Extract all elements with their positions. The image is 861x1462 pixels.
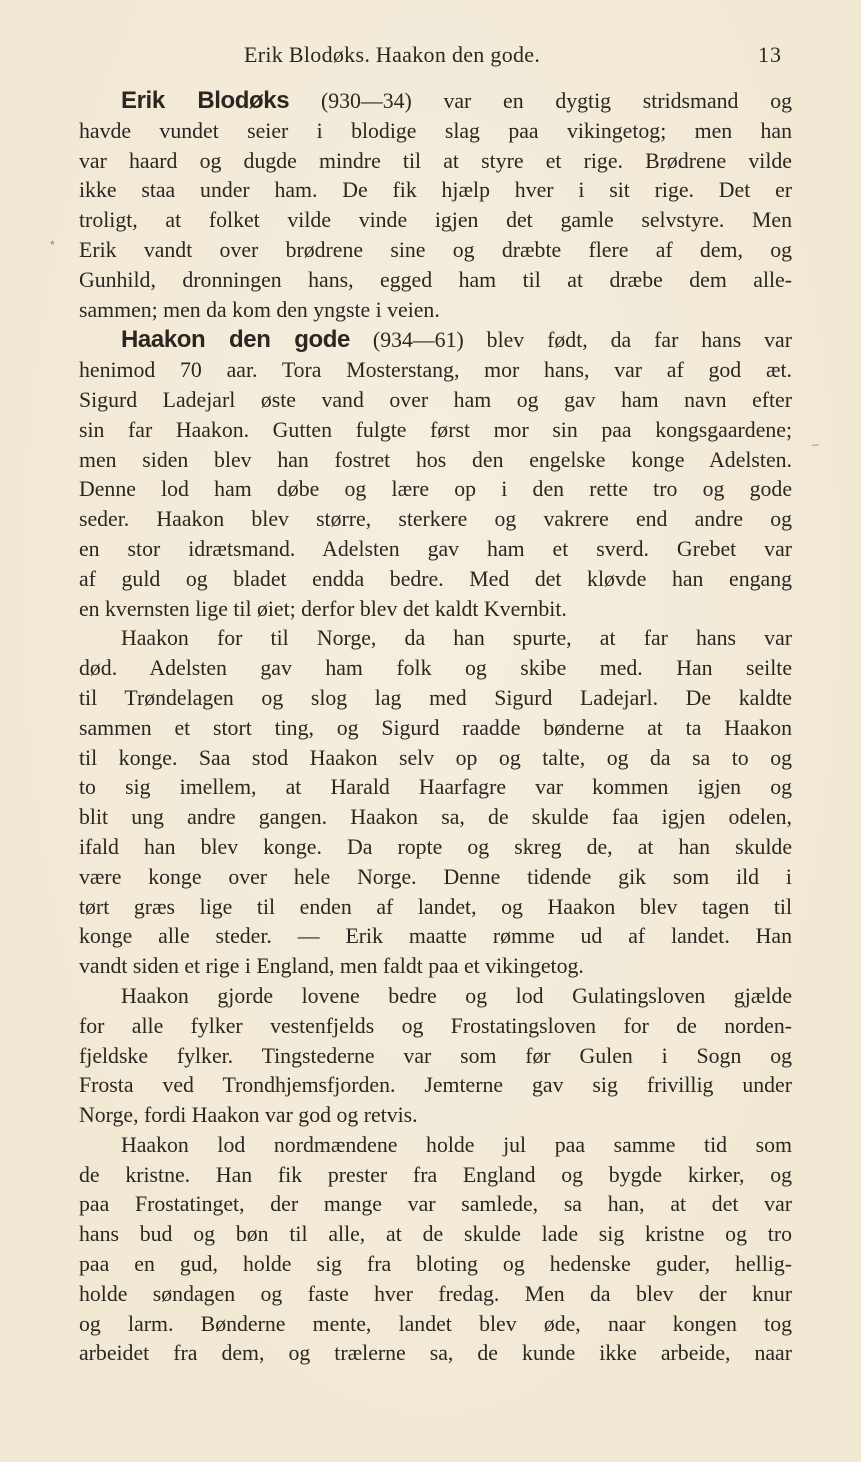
- text-line: holde søndagen og faste hver fredag. Men da blev der knur: [79, 1281, 792, 1306]
- margin-speck: _: [812, 432, 819, 446]
- text-line: Erik Blodøks (930—34) var en dygtig stridsmand og: [121, 87, 792, 114]
- text-line: Gunhild, dronningen hans, egged ham til at dræbe dem alle-: [79, 267, 792, 292]
- text-line: de kristne. Han fik prester fra England og bygde kirker, og: [79, 1162, 792, 1187]
- text-line: paa en gud, holde sig fra bloting og hedenske guder, hellig-: [79, 1252, 792, 1277]
- text-line: men siden blev han fostret hos den engelske konge Adelsten.: [79, 447, 792, 472]
- section-heading-haakon-den-gode: Haakon den gode: [121, 326, 350, 354]
- page-number: 13: [758, 42, 782, 67]
- text-line: henimod 70 aar. Tora Mosterstang, mor hans, var af god æt.: [79, 358, 792, 383]
- text-line: ifald han blev konge. Da ropte og skreg de, at han skulde: [79, 834, 792, 859]
- text-line: til Trøndelagen og slog lag med Sigurd Ladejarl. De kaldte: [79, 685, 792, 710]
- text-line: arbeidet fra dem, og trælerne sa, de kunde ikke arbeide, naar: [79, 1341, 792, 1366]
- text-line: for alle fylker vestenfjelds og Frostatingsloven for de norden-: [79, 1013, 792, 1038]
- paragraph-christianity: [79, 1131, 792, 1369]
- margin-speck: *: [50, 238, 55, 252]
- text-line: seder. Haakon blev større, sterkere og vakrere end andre og: [79, 507, 792, 532]
- text-line: sammen; men da kom den yngste i veien.: [79, 297, 440, 322]
- text-line: til konge. Saa stod Haakon selv op og talte, og da sa to og: [79, 745, 792, 770]
- text-line: fjeldske fylker. Tingstederne var som før Gulen i Sogn og: [79, 1043, 792, 1068]
- text-line: blit ung andre gangen. Haakon sa, de skulde faa igjen odelen,: [79, 805, 792, 830]
- text-line: Norge, fordi Haakon var god og retvis.: [79, 1103, 418, 1128]
- text-line: Haakon lod nordmændene holde jul paa samme tid som: [121, 1132, 792, 1157]
- text-line: og larm. Bønderne mente, landet blev øde, naar kongen tog: [79, 1311, 792, 1336]
- text-line: hans bud og bøn til alle, at de skulde lade sig kristne og tro: [79, 1222, 792, 1247]
- text-line: Haakon gjorde lovene bedre og lod Gulatingsloven gjælde: [121, 983, 792, 1008]
- text-line: en stor idrætsmand. Adelsten gav ham et sverd. Grebet var: [79, 536, 792, 561]
- text-line: Sigurd Ladejarl øste vand over ham og gav ham navn efter: [79, 387, 792, 412]
- text-line: troligt, at folket vilde vinde igjen det gamle selvstyre. Men: [79, 208, 792, 233]
- paragraph-erik-blodoks: [79, 86, 792, 325]
- text-line: sin far Haakon. Gutten fulgte først mor sin paa kongsgaardene;: [79, 417, 792, 442]
- text-line: en kvernsten lige til øiet; derfor blev det kaldt Kvernbit.: [79, 596, 567, 621]
- text-line: død. Adelsten gav ham folk og skibe med. Han seilte: [79, 656, 792, 681]
- text-line: Haakon den gode (934—61) blev født, da far hans var: [121, 326, 792, 354]
- text-line: var haard og dugde mindre til at styre et rige. Brødrene vilde: [79, 148, 792, 173]
- text-line: havde vundet seier i blodige slag paa vikingetog; men han: [79, 118, 792, 143]
- running-header: [0, 38, 861, 72]
- text-line: sammen et stort ting, og Sigurd raadde bønderne at ta Haakon: [79, 715, 792, 740]
- paragraph-haakon-to-norway: [79, 624, 792, 982]
- body-text: [79, 86, 792, 1369]
- text-line: Denne lod ham døbe og lære op i den rette tro og gode: [79, 477, 792, 502]
- text-line: Haakon for til Norge, da han spurte, at far hans var: [121, 626, 792, 651]
- text-line: Frosta ved Trondhjemsfjorden. Jemterne gav sig frivillig under: [79, 1073, 792, 1098]
- text-line: ikke staa under ham. De fik hjælp hver i sit rige. Det er: [79, 178, 792, 203]
- text-line: paa Frostatinget, der mange var samlede, sa han, at det var: [79, 1192, 792, 1217]
- paragraph-laws: [79, 982, 792, 1131]
- section-heading-erik-blodoks: Erik Blodøks: [121, 87, 290, 114]
- text-line: af guld og bladet endda bedre. Med det kløvde han engang: [79, 566, 792, 591]
- text-line: Erik vandt over brødrene sine og dræbte flere af dem, og: [79, 237, 792, 262]
- text-line: konge alle steder. — Erik maatte rømme ud af landet. Han: [79, 924, 792, 949]
- text-line: to sig imellem, at Harald Haarfagre var kommen igjen og: [79, 775, 792, 800]
- text-line: være konge over hele Norge. Denne tidende gik som ild i: [79, 864, 792, 889]
- text-line: tørt græs lige til enden af landet, og Haakon blev tagen til: [79, 894, 792, 919]
- running-title: Erik Blodøks. Haakon den gode.: [244, 42, 541, 67]
- text-line: vandt siden et rige i England, men faldt paa et vikingetog.: [79, 954, 584, 979]
- paragraph-haakon-den-gode: [79, 325, 792, 624]
